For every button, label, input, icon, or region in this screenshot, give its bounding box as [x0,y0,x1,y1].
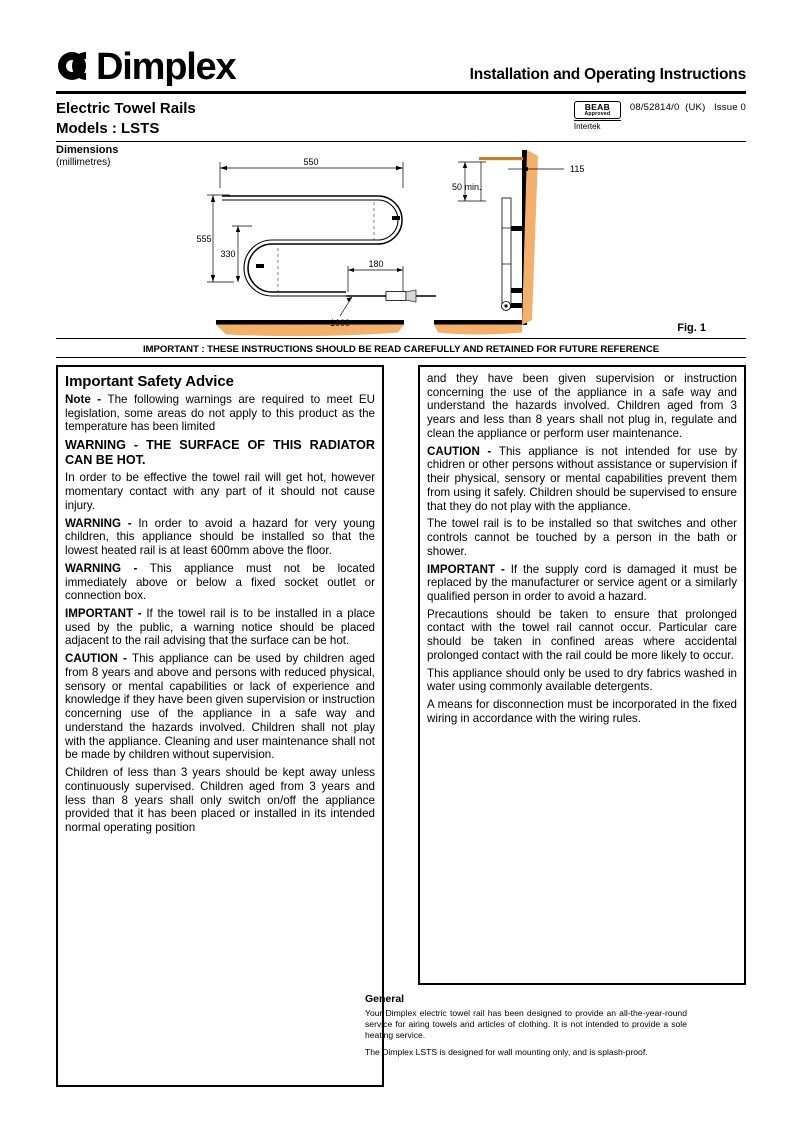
dim-cord-length-1000: 1000 [329,318,351,328]
paragraph [427,517,737,558]
part-number: 08/52814/0 [629,102,680,113]
paragraph [427,608,737,663]
paragraph [65,766,375,835]
safety-advice-continuation-panel [418,365,746,985]
paragraph [427,372,737,441]
paragraph [427,698,737,725]
paragraph-text: In order to avoid a hazard for very young children, this appliance should be installed so that the lowest heated rail is at least 600mm above the floor. [65,516,375,558]
product-models: Models : LSTS [56,120,160,138]
dim-height-555: 555 [196,234,212,244]
page-header [56,44,746,140]
warning-surface-hot: WARNING - THE SURFACE OF THIS RADIATOR CAN BE HOT. [65,438,375,467]
document-reference [630,101,746,113]
dimplex-logo [56,44,281,88]
svg-text:Dimplex: Dimplex [96,46,236,86]
paragraph [65,607,375,648]
paragraph-text: If the towel rail is to be installed in a place used by the public, a warning notice should be placed adjacent to the rail advising that the surface can be hot. [65,607,375,648]
dim-depth-115: 115 [570,164,585,174]
paragraph [427,445,737,514]
paragraph [427,563,737,604]
product-identity [56,99,196,140]
dimensions-heading: Dimensions [56,144,119,156]
paragraph [65,517,375,558]
paragraph-text: This appliance is not intended for use by chidren or other persons without assistance or supervision if their physical, sensory or mental capabilities prevent them from using it safely. Children should be supervised to ensure that they do not play with the appliance. [427,444,737,513]
paragraph-text: Children of less than 3 years should be kept away unless continuously supervised. Children aged from 3 years and less than 8 years shall only switch on/off the appliance provided that it has been placed or installed in its intended normal operating position [65,766,375,835]
general-section [362,993,690,1063]
paragraph-lead: CAUTION - [427,444,499,458]
header-rule-thick [56,91,746,94]
paragraph-text: This appliance must not be located immediately above or below a fixed socket outlet or connection box. [65,561,375,603]
paragraph-lead: CAUTION - [65,652,132,666]
paragraph [65,652,375,762]
paragraph-text: The following warnings are required to meet EU legislation, some areas do not apply to this product as the temperature has been limited [65,393,375,434]
paragraph-lead: WARNING - [65,561,150,575]
dim-cord-offset-180: 180 [368,259,384,269]
intertek-label: Intertek [573,122,601,132]
beab-label: BEAB [584,102,611,112]
paragraph [427,667,737,694]
dim-width-550: 550 [303,157,319,167]
banner-rule-bottom [56,357,746,358]
figure-1 [56,140,746,340]
general-paragraph: Your Dimplex electric towel rail has been designed to provide an all-the-year-round service for airing towels and articles of clothing. It is not intended to provide a sole heating service. [365,1008,687,1041]
important-banner: IMPORTANT : THESE INSTRUCTIONS SHOULD BE READ CAREFULLY AND RETAINED FOR FUTURE REFERENCE [142,344,660,355]
paragraph-text: and they have been given supervision or instruction concerning the use of the appliance in a safe way and understand the hazards involved. Children aged from 3 years and less than 8 years shall not plug in, regulate and clean the appliance or perform user maintenance. [427,372,737,440]
beab-approved-icon [574,101,621,131]
paragraph-lead: IMPORTANT - [427,562,511,576]
dimensions-units: (millimetres) [56,156,111,168]
general-heading: General [365,993,405,1005]
paragraph [65,393,375,434]
product-line: Electric Towel Rails [56,100,196,117]
issue-number: Issue 0 [713,102,746,113]
paragraph-text: This appliance can be used by children aged from 8 years and above and persons with reduced physical, sensory or mental capabilities or lack of experience and knowledge if they have been given supervision or instruction concerning use of the appliance in a safe way and understand the hazards involved. Children shall not play with the appliance. Cleaning and user maintenance shall not be made by children without supervision. [65,652,376,762]
safety-advice-panel [56,365,384,1087]
safety-advice-heading: Important Safety Advice [65,373,234,390]
paragraph-lead: WARNING - [65,516,139,530]
paragraph [65,471,375,512]
paragraph-text: Precautions should be taken to ensure that prolonged contact with the towel rail cannot occur. Particular care should be taken in confined areas where accidental prolonged contact with the rail could be more likely to occur. [427,607,737,662]
paragraph-lead: IMPORTANT - [65,607,147,620]
paragraph-text: If the supply cord is damaged it must be replaced by the manufacturer or service agent or a similarly qualified person in order to avoid a hazard. [427,562,737,604]
towel-rail-drawing [56,140,746,340]
beab-approved-label: Approved [584,110,611,117]
paragraph-text: In order to be effective the towel rail will get hot, however momentary contact with any part of it should not cause injury. [65,471,375,512]
paragraph-text: This appliance should only be used to dry fabrics washed in water using commonly available detergents. [427,666,737,694]
figure-caption: Fig. 1 [677,322,706,334]
document-title: Installation and Operating Instructions [469,66,746,83]
paragraph [65,562,375,603]
dim-inner-330: 330 [220,249,236,259]
region-code: (UK) [685,102,706,113]
paragraph-text: A means for disconnection must be incorporated in the fixed wiring in accordance with the wiring rules. [427,698,737,725]
dim-clearance-50min: 50 min. [452,182,482,192]
general-paragraph: The Dimplex LSTS is designed for wall mounting only, and is splash-proof. [365,1046,648,1057]
banner-rule-top [56,338,746,339]
paragraph-text: The towel rail is to be installed so that switches and other controls cannot be touched by a person in the bath or shower. [427,517,737,558]
paragraph-lead: Note - [65,393,108,406]
